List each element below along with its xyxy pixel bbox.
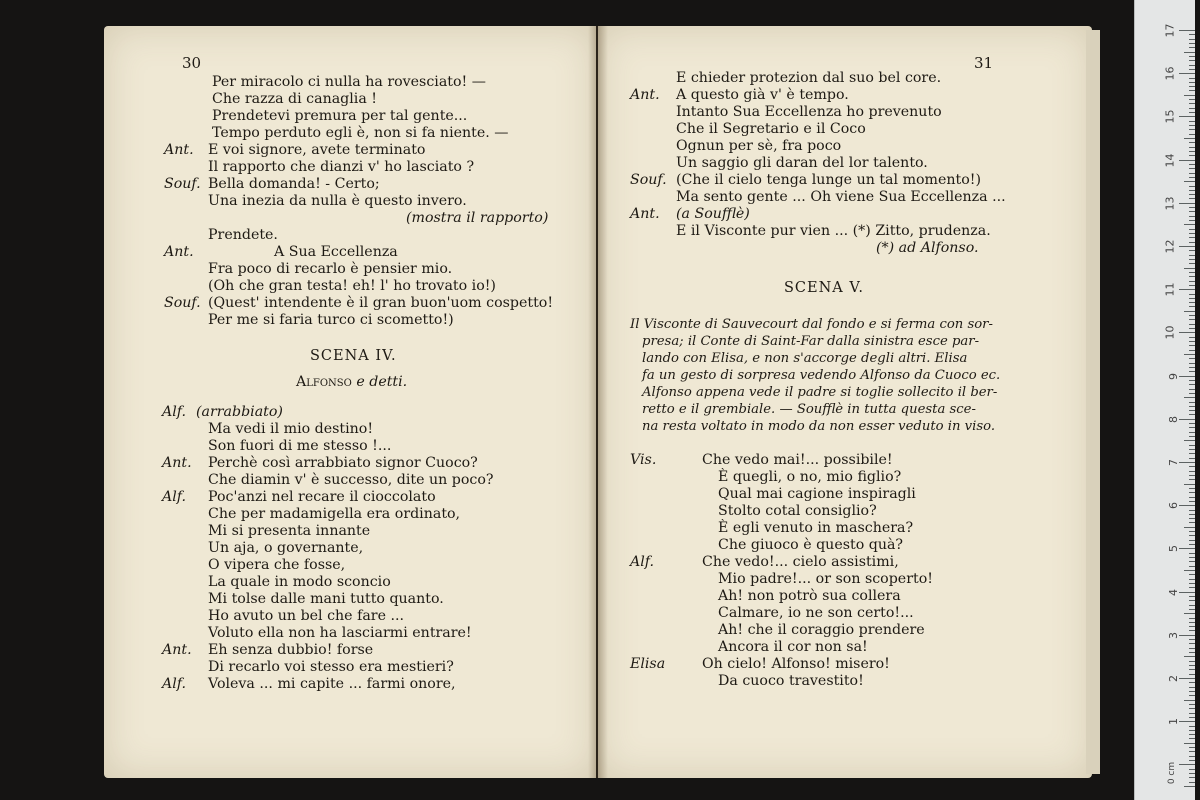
ruler-tick [1184,527,1195,528]
ruler-tick [1189,363,1195,364]
ruler-tick [1184,268,1195,269]
ruler-tick [1189,687,1195,688]
ruler-tick [1189,756,1195,757]
ruler-tick [1189,479,1195,480]
verse-line: Che vedo mai!... possibile! [702,452,893,468]
ruler-number: 7 [1167,459,1180,466]
ruler-number: 10 [1163,325,1177,340]
ruler-tick [1179,30,1195,31]
speaker-label: Ant. [630,206,660,222]
ruler-tick [1189,691,1195,692]
ruler-tick [1179,592,1195,593]
ruler-tick [1189,522,1195,523]
verse-line: E chieder protezion dal suo bel core. [676,70,942,86]
ruler-number: 9 [1167,372,1180,380]
ruler-tick [1189,760,1195,761]
ruler-tick [1189,596,1195,597]
ruler-tick [1189,423,1195,424]
ruler-number: 16 [1163,66,1177,81]
ruler-tick [1179,203,1195,204]
verse-line: A questo già v' è tempo. [676,87,849,103]
ruler-tick [1189,285,1195,286]
ruler-number: 8 [1167,415,1180,423]
ruler-tick [1189,773,1195,774]
ruler-tick [1189,294,1195,295]
stage-note: (a Soufflè) [676,206,750,222]
ruler-tick [1179,462,1195,463]
verse-line: Intanto Sua Eccellenza ho prevenuto [676,104,942,120]
verse-line: Da cuoco travestito! [718,673,864,689]
ruler-tick [1189,665,1195,666]
verse-line: Che per madamigella era ordinato, [208,506,461,522]
ruler-tick [1179,548,1195,549]
ruler-tick [1189,769,1195,770]
speaker-label: Alf. [162,489,187,505]
stage-direction: na resta voltato in modo da non esser veduto in viso. [642,419,996,434]
ruler-tick [1189,579,1195,580]
ruler-tick [1189,445,1195,446]
ruler-tick [1189,60,1195,61]
ruler-tick [1189,164,1195,165]
ruler-tick [1179,376,1195,377]
verse-line: Ancora il cor non sa! [718,639,868,655]
page-number-right: 31 [974,54,994,72]
verse-line: E il Visconte pur vien ... (*) Zitto, prudenza. [676,223,991,239]
ruler-tick [1184,138,1195,139]
scene-subtitle-rest: e detti. [351,374,408,390]
ruler-number: 11 [1163,282,1177,297]
verse-line: È quegli, o no, mio figlio? [718,469,902,485]
ruler-tick [1189,414,1195,415]
ruler-tick [1189,782,1195,783]
ruler-tick [1189,276,1195,277]
verse-line: Voleva ... mi capite ... farmi onore, [208,676,456,692]
speaker-label: Alf. [162,404,187,420]
ruler-tick [1189,777,1195,778]
verse-line: Eh senza dubbio! forse [208,642,374,658]
ruler-tick [1189,544,1195,545]
page-number-left: 30 [182,54,202,72]
speaker-label: Ant. [164,244,194,260]
ruler-number: 2 [1167,675,1180,682]
ruler-tick [1189,389,1195,390]
ruler-tick [1189,695,1195,696]
scene-heading: SCENA IV. [310,348,397,364]
verse-line: Di recarlo voi stesso era mestieri? [208,659,454,675]
ruler-tick [1189,510,1195,511]
ruler-number: 14 [1163,153,1177,168]
ruler-tick [1184,311,1195,312]
speaker-label: Ant. [164,142,194,158]
ruler-tick [1184,570,1195,571]
verse-line: Che il Segretario e il Coco [676,121,866,137]
ruler-tick [1179,505,1195,506]
speaker-label: Alf. [162,676,187,692]
ruler-tick [1189,458,1195,459]
ruler-tick [1189,324,1195,325]
ruler-tick [1189,315,1195,316]
ruler-tick [1189,186,1195,187]
ruler-tick [1189,730,1195,731]
ruler-tick [1184,786,1195,787]
ruler-tick [1189,531,1195,532]
ruler-tick [1189,328,1195,329]
ruler-tick [1184,656,1195,657]
ruler-tick [1189,255,1195,256]
verse-line: Prendete. [208,227,278,243]
ruler-tick [1189,630,1195,631]
ruler-number: 3 [1167,631,1180,639]
ruler-tick [1184,440,1195,441]
ruler-tick [1189,622,1195,623]
verse-line: Voluto ella non ha lasciarmi entrare! [208,625,472,641]
ruler-tick [1189,393,1195,394]
ruler-tick [1184,181,1195,182]
ruler-tick [1184,95,1195,96]
verse-line: Ah! che il coraggio prendere [718,622,925,638]
ruler-tick [1189,371,1195,372]
ruler-tick [1189,142,1195,143]
ruler-tick [1184,700,1195,701]
stage-direction: Il Visconte di Sauvecourt dal fondo e si ferma con sor- [630,317,993,332]
ruler-tick [1189,345,1195,346]
ruler-tick [1189,639,1195,640]
verse-line: Per miracolo ci nulla ha rovesciato! — [212,74,486,90]
verse-line: Una inezia da nulla è questo invero. [208,193,467,209]
ruler-tick [1179,289,1195,290]
verse-line: Ma sento gente ... Oh viene Sua Eccellenza ... [676,189,1006,205]
verse-line: La quale in modo sconcio [208,574,391,590]
ruler-tick [1179,73,1195,74]
speaker-label: Vis. [630,452,657,468]
verse-line: Ognun per sè, fra poco [676,138,842,154]
ruler-tick [1189,220,1195,221]
ruler-tick [1189,34,1195,35]
ruler-tick [1189,380,1195,381]
ruler-tick [1189,600,1195,601]
ruler-tick [1179,332,1195,333]
ruler-tick [1189,717,1195,718]
stage-direction: Alfonso appena vede il padre si toglie sollecito il ber- [642,385,998,400]
ruler-tick [1189,367,1195,368]
ruler-unit-label: 0 cm [1166,761,1177,785]
verse-line: Per me si faria turco ci scometto!) [208,312,454,328]
ruler-tick [1189,306,1195,307]
ruler-tick [1189,535,1195,536]
ruler-tick [1189,298,1195,299]
ruler-tick [1189,557,1195,558]
ruler-tick [1189,436,1195,437]
speaker-label: Souf. [164,295,201,311]
ruler-tick [1189,574,1195,575]
ruler-tick [1189,177,1195,178]
ruler-tick [1189,168,1195,169]
speaker-label: Elisa [630,656,666,672]
ruler-tick [1189,121,1195,122]
speaker-label: Souf. [630,172,667,188]
ruler-tick [1189,90,1195,91]
stage-direction: presa; il Conte di Saint-Far dalla sinistra esce par- [642,334,980,349]
speaker-label: Ant. [162,455,192,471]
verse-line: Un saggio gli daran del lor talento. [676,155,928,171]
ruler-tick [1189,103,1195,104]
ruler-tick [1184,484,1195,485]
verse-line: A Sua Eccellenza [274,244,398,260]
ruler-tick [1189,281,1195,282]
verse-line: Un aja, o governante, [208,540,364,556]
ruler-tick [1189,147,1195,148]
ruler-number: 4 [1167,588,1180,596]
ruler-tick [1179,764,1195,765]
verse-line: Ma vedi il mio destino! [208,421,374,437]
ruler-tick [1184,354,1195,355]
ruler-tick [1189,129,1195,130]
ruler-tick [1189,751,1195,752]
footnote: (*) ad Alfonso. [876,240,979,256]
ruler-tick [1189,553,1195,554]
character-name: Alfonso [296,374,352,390]
verse-line: Stolto cotal consiglio? [718,503,877,519]
stage-direction: lando con Elisa, e non s'accorge degli altri. Elisa [642,351,968,366]
verse-line: È egli venuto in maschera? [718,520,914,536]
ruler-tick [1184,613,1195,614]
measurement-ruler [1134,0,1195,800]
ruler-tick [1189,471,1195,472]
verse-line: Che giuoco è questo quà? [718,537,904,553]
ruler-tick [1189,173,1195,174]
ruler-tick [1179,116,1195,117]
speaker-label: Ant. [630,87,660,103]
ruler-tick [1189,43,1195,44]
speaker-label: Souf. [164,176,201,192]
ruler-tick [1189,561,1195,562]
verse-line: Mi tolse dalle mani tutto quanto. [208,591,444,607]
scene-subtitle [296,374,407,391]
verse-line: Son fuori di me stesso !... [208,438,392,454]
ruler-tick [1189,466,1195,467]
speaker-label: Ant. [162,642,192,658]
ruler-tick [1189,198,1195,199]
ruler-tick [1184,397,1195,398]
stage-direction: retto e il grembiale. — Soufflè in tutta questa sce- [642,402,976,417]
ruler-tick [1189,492,1195,493]
ruler-tick [1189,134,1195,135]
ruler-tick [1189,488,1195,489]
ruler-tick [1189,56,1195,57]
ruler-tick [1189,337,1195,338]
ruler-tick [1189,190,1195,191]
ruler-tick [1189,501,1195,502]
ruler-tick [1189,151,1195,152]
ruler-tick [1189,319,1195,320]
ruler-tick [1189,263,1195,264]
ruler-tick [1189,229,1195,230]
ruler-tick [1189,207,1195,208]
ruler-tick [1189,682,1195,683]
verse-line: Perchè così arrabbiato signor Cuoco? [208,455,478,471]
ruler-tick [1189,99,1195,100]
ruler-tick [1179,635,1195,636]
ruler-tick [1189,384,1195,385]
verse-line: Tempo perduto egli è, non si fa niente. — [212,125,509,141]
ruler-tick [1179,721,1195,722]
ruler-tick [1184,224,1195,225]
ruler-tick [1189,626,1195,627]
ruler-tick [1189,713,1195,714]
verse-line: (Che il cielo tenga lunge un tal momento!) [676,172,982,188]
ruler-tick [1189,674,1195,675]
ruler-number: 12 [1163,239,1177,254]
ruler-tick [1184,52,1195,53]
ruler-tick [1189,618,1195,619]
verse-line: Mio padre!... or son scoperto! [718,571,933,587]
verse-line: E voi signore, avete terminato [208,142,426,158]
page-edge [1086,30,1100,774]
verse-line: Bella domanda! - Certo; [208,176,380,192]
speaker-label: Alf. [630,554,655,570]
ruler-tick [1189,108,1195,109]
ruler-tick [1189,250,1195,251]
ruler-tick [1189,497,1195,498]
verse-line: O vipera che fosse, [208,557,346,573]
ruler-tick [1179,246,1195,247]
verse-line: Prendetevi premura per tal gente... [212,108,468,124]
ruler-tick [1189,259,1195,260]
right-page [598,26,1092,778]
ruler-tick [1189,39,1195,40]
verse-line: Ah! non potrò sua collera [718,588,901,604]
ruler-tick [1189,242,1195,243]
ruler-tick [1189,237,1195,238]
ruler-tick [1189,648,1195,649]
ruler-tick [1189,69,1195,70]
ruler-tick [1179,160,1195,161]
ruler-number: 5 [1167,545,1180,553]
ruler-tick [1189,566,1195,567]
ruler-tick [1189,747,1195,748]
ruler-tick [1184,743,1195,744]
verse-line: Poc'anzi nel recare il cioccolato [208,489,436,505]
verse-line: Qual mai cagione inspiragli [718,486,916,502]
ruler-tick [1189,78,1195,79]
ruler-tick [1189,350,1195,351]
ruler-tick [1189,410,1195,411]
ruler-tick [1189,341,1195,342]
ruler-tick [1189,194,1195,195]
ruler-number: 17 [1163,23,1177,38]
ruler-tick [1189,475,1195,476]
ruler-tick [1189,704,1195,705]
verse-line: Calmare, io ne son certo!... [718,605,914,621]
scene-heading: SCENA V. [784,280,864,296]
ruler-number: 1 [1167,718,1180,726]
verse-line: Oh cielo! Alfonso! misero! [702,656,890,672]
verse-line: (Oh che gran testa! eh! l' ho trovato io!) [208,278,496,294]
ruler-tick [1189,82,1195,83]
ruler-tick [1189,605,1195,606]
ruler-tick [1189,652,1195,653]
stage-note: (arrabbiato) [196,404,283,420]
ruler-tick [1189,432,1195,433]
ruler-tick [1189,643,1195,644]
stage-note: (mostra il rapporto) [406,210,549,226]
ruler-tick [1189,514,1195,515]
ruler-tick [1189,609,1195,610]
ruler-tick [1189,661,1195,662]
ruler-tick [1189,734,1195,735]
ruler-tick [1189,112,1195,113]
ruler-tick [1189,233,1195,234]
ruler-number: 6 [1167,502,1180,510]
ruler-tick [1189,272,1195,273]
ruler-tick [1189,453,1195,454]
ruler-tick [1179,419,1195,420]
ruler-tick [1189,708,1195,709]
verse-line: Che razza di canaglia ! [212,91,378,107]
stage-direction: fa un gesto di sorpresa vedendo Alfonso da Cuoco ec. [642,368,1001,383]
ruler-tick [1189,155,1195,156]
ruler-tick [1189,427,1195,428]
verse-line: Che diamin v' è successo, dite un poco? [208,472,494,488]
ruler-tick [1189,669,1195,670]
verse-line: Ho avuto un bel che fare ... [208,608,405,624]
ruler-tick [1189,583,1195,584]
ruler-tick [1189,47,1195,48]
ruler-tick [1189,726,1195,727]
ruler-tick [1189,65,1195,66]
ruler-tick [1179,678,1195,679]
ruler-tick [1189,211,1195,212]
verse-line: Mi si presenta innante [208,523,371,539]
ruler-number: 13 [1163,196,1177,211]
ruler-tick [1189,540,1195,541]
ruler-tick [1189,125,1195,126]
ruler-tick [1189,86,1195,87]
verse-line: Che vedo!... cielo assistimi, [702,554,899,570]
ruler-number: 15 [1163,109,1177,124]
ruler-tick [1189,449,1195,450]
verse-line: Il rapporto che dianzi v' ho lasciato ? [208,159,475,175]
ruler-tick [1189,587,1195,588]
ruler-tick [1189,406,1195,407]
ruler-tick [1189,738,1195,739]
book-gutter [588,26,608,778]
verse-line: Fra poco di recarlo è pensier mio. [208,261,453,277]
ruler-tick [1189,358,1195,359]
ruler-tick [1189,302,1195,303]
verse-line: (Quest' intendente è il gran buon'uom cospetto! [208,295,554,311]
ruler-tick [1189,402,1195,403]
ruler-tick [1189,216,1195,217]
ruler-tick [1189,518,1195,519]
left-page [104,26,596,778]
